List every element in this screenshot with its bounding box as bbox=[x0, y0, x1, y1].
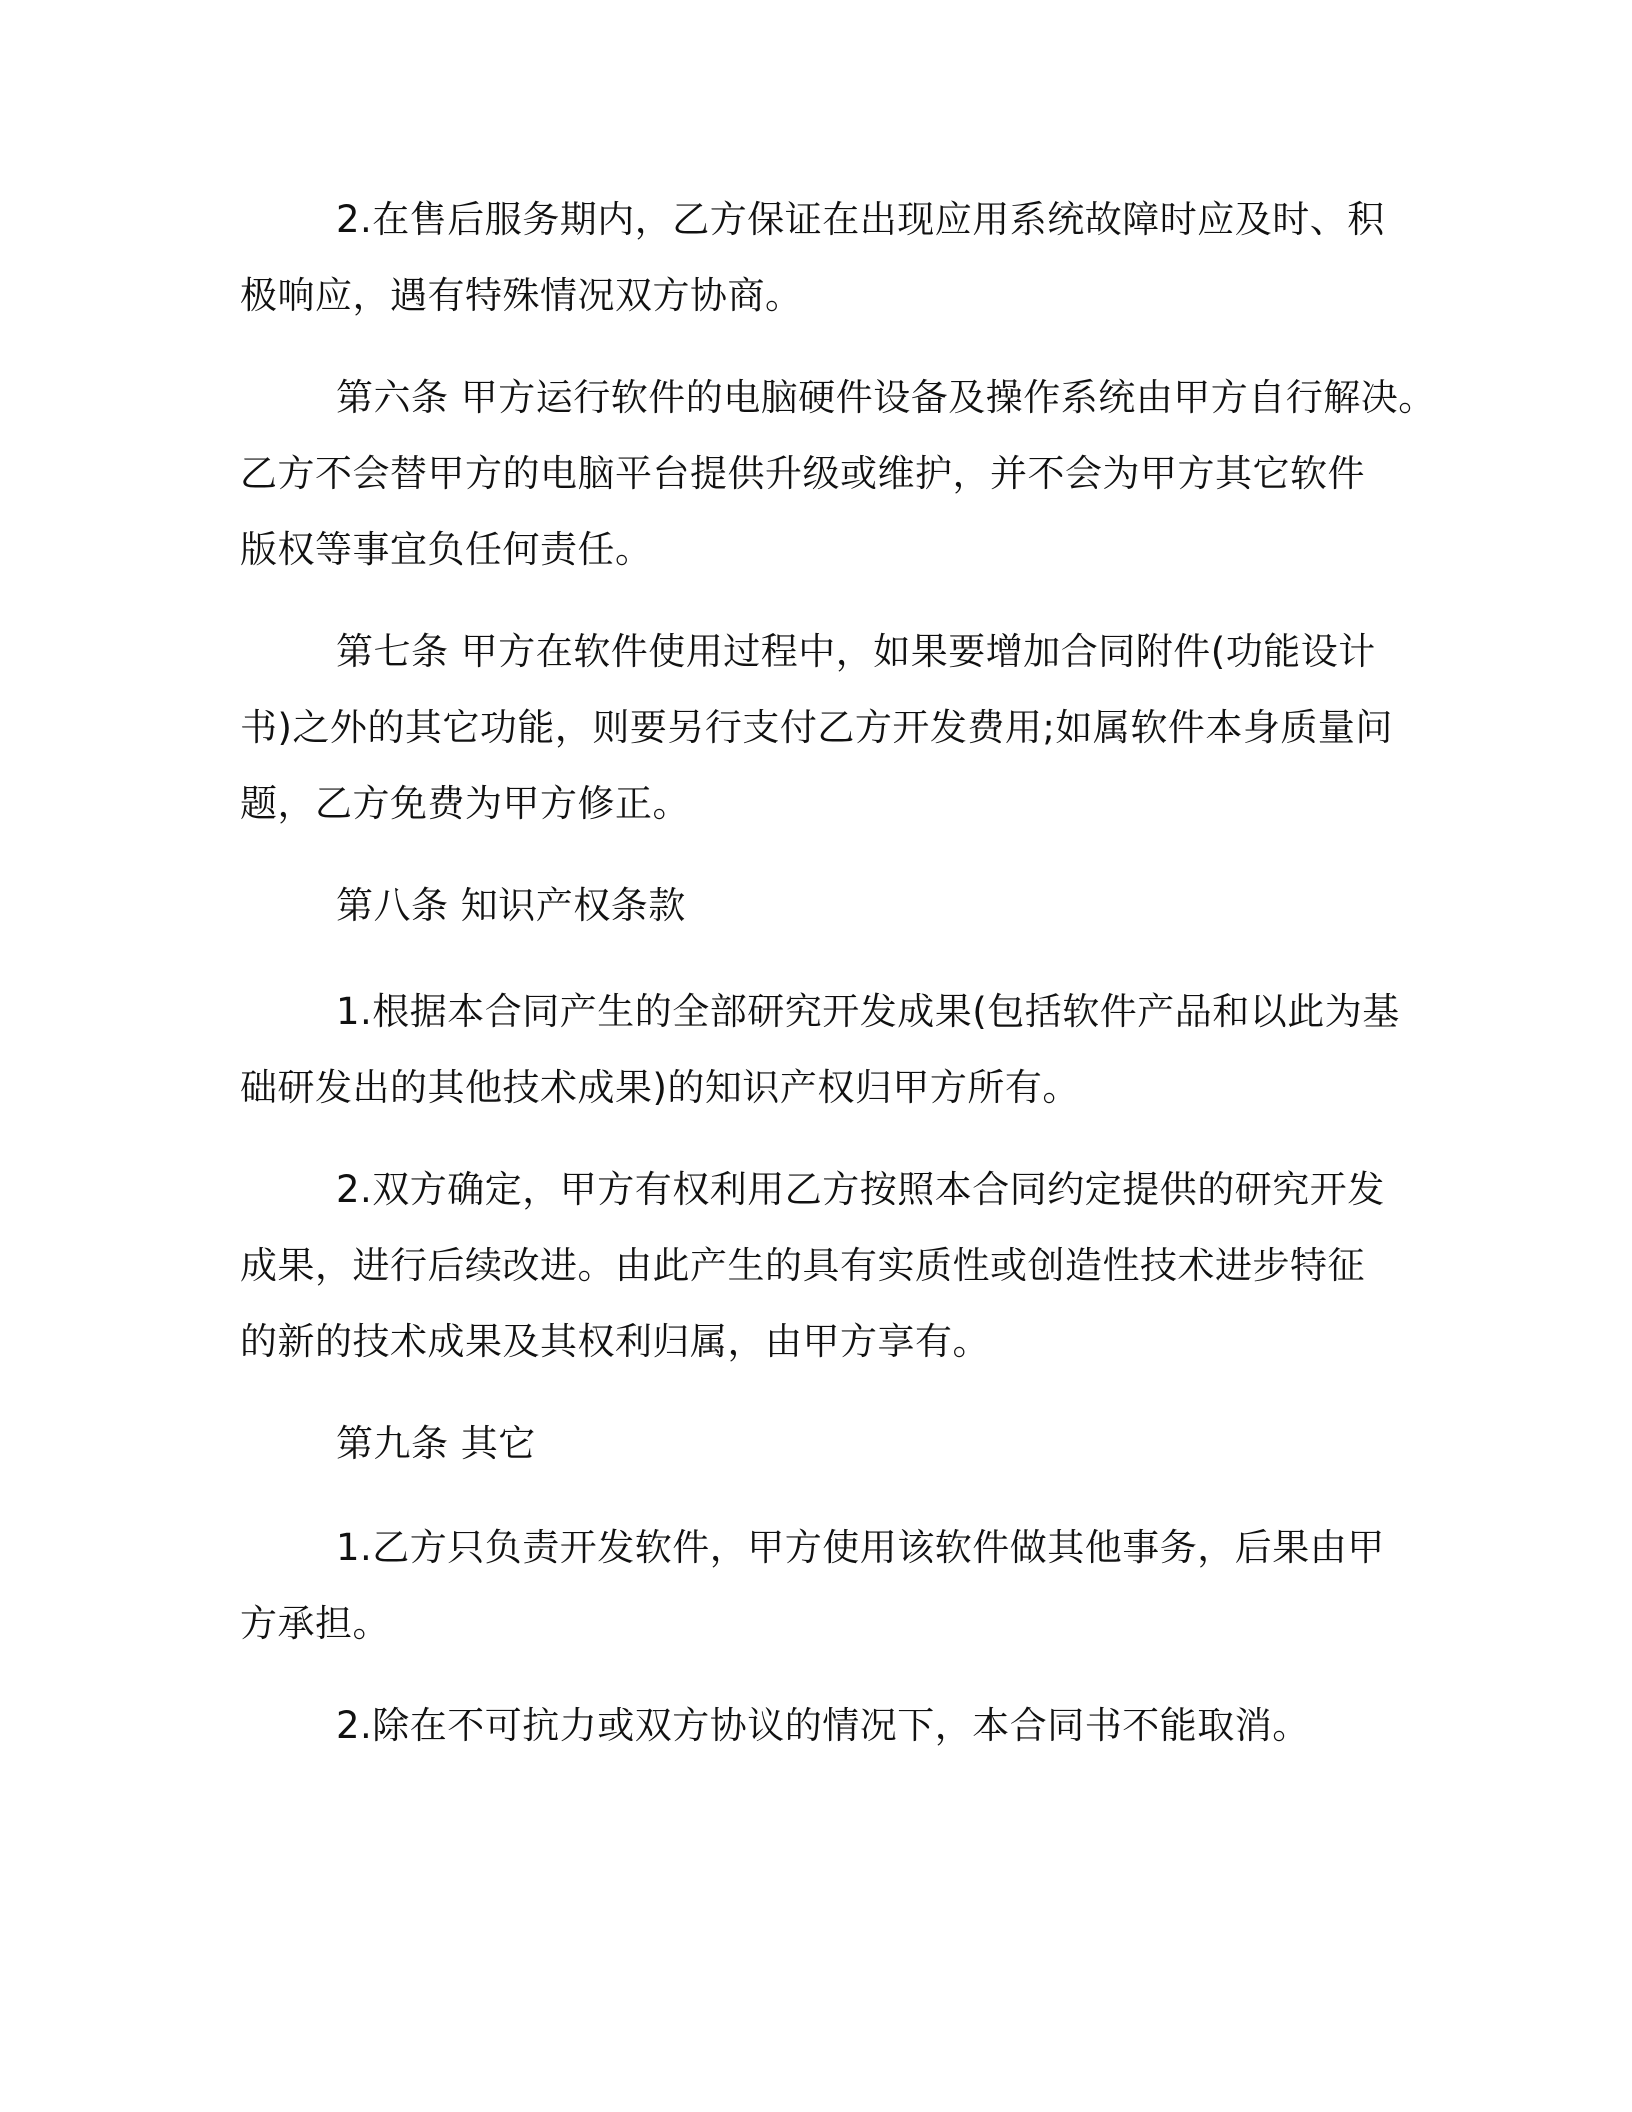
text-line: 书)之外的其它功能，则要另行支付乙方开发费用;如属软件本身质量问 bbox=[240, 706, 1393, 749]
text-line: 1.乙方只负责开发软件，甲方使用该软件做其他事务，后果由甲 bbox=[336, 1526, 1385, 1569]
section-heading: 第九条 其它 bbox=[336, 1422, 536, 1465]
text-line: 的新的技术成果及其权利归属，由甲方享有。 bbox=[240, 1320, 990, 1363]
text-line: 方承担。 bbox=[240, 1602, 390, 1645]
text-line: 极响应，遇有特殊情况双方协商。 bbox=[240, 274, 803, 317]
text-line: 2.双方确定，甲方有权利用乙方按照本合同约定提供的研究开发 bbox=[336, 1168, 1385, 1211]
text-line: 第六条 甲方运行软件的电脑硬件设备及操作系统由甲方自行解决。 bbox=[336, 376, 1436, 419]
text-line: 1.根据本合同产生的全部研究开发成果(包括软件产品和以此为基 bbox=[336, 990, 1400, 1033]
text-line: 成果，进行后续改进。由此产生的具有实质性或创造性技术进步特征 bbox=[240, 1244, 1365, 1287]
text-line: 2.在售后服务期内，乙方保证在出现应用系统故障时应及时、积 bbox=[336, 198, 1385, 241]
text-line: 础研发出的其他技术成果)的知识产权归甲方所有。 bbox=[240, 1066, 1080, 1109]
text-line: 第七条 甲方在软件使用过程中，如果要增加合同附件(功能设计 bbox=[336, 630, 1376, 673]
text-line: 2.除在不可抗力或双方协议的情况下，本合同书不能取消。 bbox=[336, 1704, 1310, 1747]
text-line: 乙方不会替甲方的电脑平台提供升级或维护，并不会为甲方其它软件 bbox=[240, 452, 1365, 495]
text-line: 版权等事宜负任何责任。 bbox=[240, 528, 653, 571]
text-line: 题，乙方免费为甲方修正。 bbox=[240, 782, 690, 825]
section-heading: 第八条 知识产权条款 bbox=[336, 884, 686, 927]
